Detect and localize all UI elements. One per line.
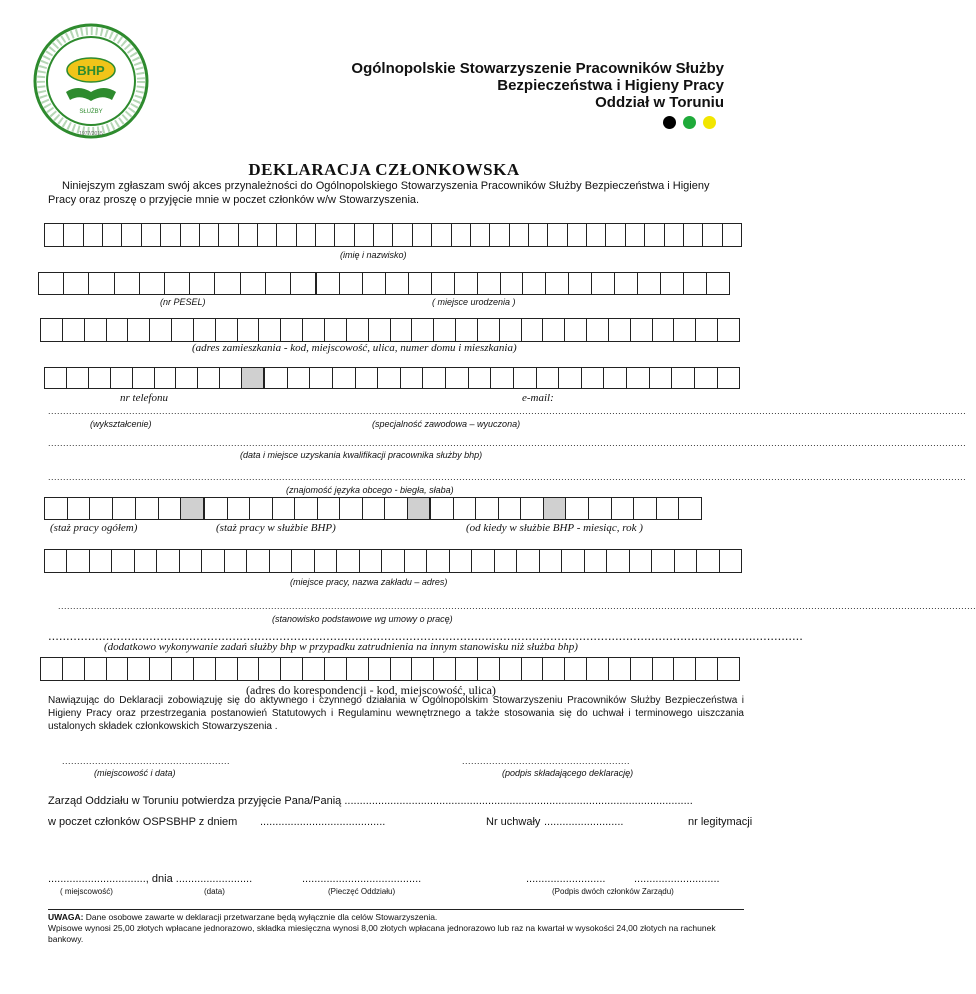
email-field[interactable] — [264, 367, 740, 389]
char-box[interactable] — [564, 658, 586, 680]
organization-name — [351, 60, 724, 111]
char-box[interactable] — [404, 550, 426, 572]
char-box[interactable] — [637, 273, 660, 294]
char-box[interactable] — [652, 319, 674, 341]
char-box[interactable] — [426, 550, 448, 572]
char-box[interactable] — [265, 368, 287, 388]
char-box[interactable] — [315, 224, 334, 246]
char-box[interactable] — [63, 273, 88, 294]
char-box[interactable] — [717, 658, 739, 680]
char-box[interactable] — [309, 368, 332, 388]
char-box[interactable] — [141, 224, 160, 246]
char-box[interactable] — [673, 319, 695, 341]
char-box[interactable] — [272, 498, 295, 519]
char-box[interactable] — [558, 368, 581, 388]
char-box[interactable] — [134, 550, 156, 572]
position-line[interactable]: .................................................................................................................................................................................................................................................................................................................. — [58, 601, 976, 611]
char-box[interactable] — [629, 550, 651, 572]
char-box[interactable] — [280, 658, 302, 680]
char-box[interactable] — [171, 658, 193, 680]
language-label: (znajomość języka obcego - biegła, słaba) — [286, 485, 454, 495]
pesel-label: (nr PESEL) — [160, 297, 206, 307]
workplace-field[interactable] — [44, 549, 742, 573]
char-box[interactable] — [678, 498, 701, 519]
svg-text:BHP: BHP — [77, 63, 105, 78]
char-box[interactable] — [339, 273, 362, 294]
char-box[interactable] — [346, 319, 368, 341]
char-box[interactable] — [706, 273, 729, 294]
char-box[interactable] — [633, 498, 656, 519]
char-box[interactable] — [433, 319, 455, 341]
char-box[interactable] — [224, 550, 246, 572]
char-box[interactable] — [89, 498, 112, 519]
char-box[interactable] — [411, 658, 433, 680]
total-experience-field[interactable] — [44, 497, 204, 520]
char-box[interactable] — [695, 658, 717, 680]
char-box[interactable] — [106, 658, 128, 680]
char-box[interactable] — [84, 319, 106, 341]
char-box[interactable] — [625, 224, 644, 246]
char-box[interactable] — [449, 550, 471, 572]
char-box[interactable] — [651, 550, 673, 572]
char-box[interactable] — [41, 319, 62, 341]
stamp-label: (Pieczęć Oddziału) — [328, 887, 396, 896]
char-box[interactable] — [41, 658, 62, 680]
place-date-line[interactable]: ........................................................ — [62, 756, 231, 766]
org-name-line2: Bezpieczeństwa i Higieny Pracy — [497, 77, 724, 94]
declaration-text: Nawiązując do Deklaracji zobowiązuję się do aktywnego i czynnego działania w Ogólnopolskim Stowarzyszeniu Pracowników Służby Bezpieczeństwa i Higieny Pracy oraz przestrzegania postanowień Statutowych i Regulaminu wewnętrznego a także stosowania się do uchwał i terminowego uiszczania ustalonych składek członkowskich Stowarzyszenia . — [48, 695, 744, 732]
char-box[interactable] — [381, 550, 403, 572]
char-box[interactable] — [180, 498, 203, 519]
char-box[interactable] — [215, 658, 237, 680]
place-date-label: (miejscowość i data) — [94, 768, 176, 778]
char-box[interactable] — [722, 224, 741, 246]
char-box[interactable] — [445, 368, 468, 388]
char-box[interactable] — [477, 658, 499, 680]
char-box[interactable] — [586, 319, 608, 341]
char-box[interactable] — [412, 224, 431, 246]
char-box[interactable] — [431, 498, 453, 519]
char-box[interactable] — [106, 319, 128, 341]
char-box[interactable] — [520, 498, 543, 519]
char-box[interactable] — [683, 224, 702, 246]
char-box[interactable] — [644, 224, 663, 246]
char-box[interactable] — [683, 273, 706, 294]
char-box[interactable] — [45, 224, 63, 246]
org-name-line1: Ogólnopolskie Stowarzyszenie Pracowników Służby — [351, 60, 724, 77]
char-box[interactable] — [287, 368, 310, 388]
char-box[interactable] — [156, 550, 178, 572]
char-box[interactable] — [702, 224, 721, 246]
char-box[interactable] — [671, 368, 694, 388]
char-box[interactable] — [431, 224, 450, 246]
stamp-line[interactable]: ....................................... — [302, 873, 422, 885]
char-box[interactable] — [193, 658, 215, 680]
char-box[interactable] — [568, 273, 591, 294]
char-box[interactable] — [127, 658, 149, 680]
char-box[interactable] — [179, 550, 201, 572]
char-box[interactable] — [408, 273, 431, 294]
bhp-since-label: (od kiedy w służbie BHP - miesiąc, rok ) — [466, 522, 643, 534]
membership-date-text: w poczet członków OSPSBHP z dniem — [48, 816, 238, 828]
char-box[interactable] — [355, 368, 378, 388]
char-box[interactable] — [241, 368, 263, 388]
char-box[interactable] — [664, 224, 683, 246]
char-box[interactable] — [471, 550, 493, 572]
char-box[interactable] — [431, 273, 454, 294]
char-box[interactable] — [606, 550, 628, 572]
svg-text:SŁUŻBY: SŁUŻBY — [79, 109, 103, 115]
char-box[interactable] — [362, 273, 385, 294]
char-box[interactable] — [257, 224, 276, 246]
char-box[interactable] — [588, 498, 611, 519]
char-box[interactable] — [694, 368, 717, 388]
additional-duties-line[interactable]: ................................................................................................................................................................................................................. — [48, 628, 803, 643]
char-box[interactable] — [565, 498, 588, 519]
char-box[interactable] — [332, 368, 355, 388]
char-box[interactable] — [197, 368, 219, 388]
char-box[interactable] — [586, 658, 608, 680]
char-box[interactable] — [522, 273, 545, 294]
board-confirmation: Zarząd Oddziału w Toruniu potwierdza przyjęcie Pana/Panią .................................................................................................................. — [48, 795, 693, 807]
note — [48, 909, 744, 945]
char-box[interactable] — [717, 319, 739, 341]
char-box[interactable] — [516, 550, 538, 572]
char-box[interactable] — [39, 273, 63, 294]
char-box[interactable] — [455, 319, 477, 341]
char-box[interactable] — [171, 319, 193, 341]
char-box[interactable] — [83, 224, 102, 246]
qualification-label: (data i miejsce uzyskania kwalifikacji pracownika służby bhp) — [240, 450, 483, 460]
char-box[interactable] — [334, 224, 353, 246]
char-box[interactable] — [608, 658, 630, 680]
char-box[interactable] — [189, 273, 214, 294]
position-label: (stanowisko podstawowe wg umowy o pracę) — [272, 614, 453, 624]
char-box[interactable] — [205, 498, 227, 519]
char-box[interactable] — [45, 550, 66, 572]
char-box[interactable] — [249, 498, 272, 519]
correspondence-label: (adres do korespondencji - kod, miejscowość, ulica) — [246, 683, 496, 697]
address-label: (adres zamieszkania - kod, miejscowość, ulica, numer domu i mieszkania) — [192, 342, 517, 354]
qualification-line[interactable]: .................................................................................................................................................................................................................................................................................................................. — [48, 438, 967, 448]
char-box[interactable] — [317, 498, 340, 519]
char-box[interactable] — [717, 368, 740, 388]
char-box[interactable] — [567, 224, 586, 246]
char-box[interactable] — [455, 658, 477, 680]
char-box[interactable] — [45, 498, 67, 519]
char-box[interactable] — [494, 550, 516, 572]
char-box[interactable] — [269, 550, 291, 572]
black-dot-icon — [663, 116, 676, 129]
char-box[interactable] — [294, 498, 317, 519]
char-box[interactable] — [215, 319, 237, 341]
char-box[interactable] — [477, 319, 499, 341]
char-box[interactable] — [265, 273, 290, 294]
char-box[interactable] — [564, 319, 586, 341]
char-box[interactable] — [660, 273, 683, 294]
char-box[interactable] — [561, 550, 583, 572]
workplace-label: (miejsce pracy, nazwa zakładu – adres) — [290, 577, 448, 587]
char-box[interactable] — [89, 550, 111, 572]
char-box[interactable] — [63, 224, 82, 246]
char-box[interactable] — [237, 319, 259, 341]
phone-field[interactable] — [44, 367, 264, 389]
char-box[interactable] — [542, 319, 564, 341]
additional-duties-label: (dodatkowo wykonywanie zadań służby bhp w przypadku zatrudnienia na innym stanowisku niż służba bhp) — [104, 641, 578, 653]
date-label: (data) — [204, 887, 225, 896]
char-box[interactable] — [219, 368, 241, 388]
char-box[interactable] — [201, 550, 223, 572]
char-box[interactable] — [302, 319, 324, 341]
char-box[interactable] — [509, 224, 528, 246]
char-box[interactable] — [390, 319, 412, 341]
char-box[interactable] — [164, 273, 189, 294]
char-box[interactable] — [407, 498, 430, 519]
char-box[interactable] — [290, 273, 315, 294]
char-box[interactable] — [276, 224, 295, 246]
char-box[interactable] — [605, 224, 624, 246]
birthplace-label: ( miejsce urodzenia ) — [432, 297, 516, 307]
char-box[interactable] — [66, 368, 88, 388]
char-box[interactable] — [521, 319, 543, 341]
char-box[interactable] — [324, 319, 346, 341]
char-box[interactable] — [630, 658, 652, 680]
resolution-number-text: Nr uchwały — [486, 816, 541, 828]
char-box[interactable] — [422, 368, 445, 388]
char-box[interactable] — [368, 658, 390, 680]
char-box[interactable] — [154, 368, 176, 388]
char-box[interactable] — [543, 498, 566, 519]
char-box[interactable] — [500, 273, 523, 294]
char-box[interactable] — [110, 368, 132, 388]
char-box[interactable] — [62, 319, 84, 341]
char-box[interactable] — [528, 224, 547, 246]
org-name-line3: Oddział w Toruniu — [595, 94, 724, 111]
id-card-text: nr legitymacji — [688, 816, 753, 828]
char-box[interactable] — [67, 498, 90, 519]
char-box[interactable] — [674, 550, 696, 572]
char-box[interactable] — [385, 273, 408, 294]
char-box[interactable] — [603, 368, 626, 388]
char-box[interactable] — [258, 319, 280, 341]
char-box[interactable] — [584, 550, 606, 572]
char-box[interactable] — [238, 224, 257, 246]
total-experience-label: (staż pracy ogółem) — [50, 522, 138, 534]
place-label: ( miejscowość) — [60, 887, 113, 896]
char-box[interactable] — [513, 368, 536, 388]
char-box[interactable] — [127, 319, 149, 341]
form-title: DEKLARACJA CZŁONKOWSKA — [248, 160, 520, 179]
char-box[interactable] — [362, 498, 385, 519]
yellow-dot-icon — [703, 116, 716, 129]
char-box[interactable] — [121, 224, 140, 246]
char-box[interactable] — [384, 498, 407, 519]
char-box[interactable] — [139, 273, 164, 294]
note-line1: Dane osobowe zawarte w deklaracji przetwarzane będą wyłącznie dla celów Stowarzyszenia. — [83, 912, 438, 922]
char-box[interactable] — [611, 498, 634, 519]
char-box[interactable] — [696, 550, 718, 572]
bhp-since-field[interactable] — [430, 497, 702, 520]
char-box[interactable] — [400, 368, 423, 388]
correspondence-address-field[interactable] — [40, 657, 740, 681]
pesel-field[interactable] — [38, 272, 316, 295]
char-box[interactable] — [114, 273, 139, 294]
char-box[interactable] — [673, 658, 695, 680]
char-box[interactable] — [586, 224, 605, 246]
char-box[interactable] — [521, 658, 543, 680]
char-box[interactable] — [626, 368, 649, 388]
education-line[interactable]: .................................................................................................................................................................................................................................................................................................................. — [48, 406, 967, 416]
char-box[interactable] — [149, 658, 171, 680]
char-box[interactable] — [390, 658, 412, 680]
phone-label: nr telefonu — [120, 392, 168, 404]
char-box[interactable] — [339, 498, 362, 519]
char-box[interactable] — [102, 224, 121, 246]
bhp-experience-label: (staż pracy w służbie BHP) — [216, 522, 336, 534]
char-box[interactable] — [649, 368, 672, 388]
char-box[interactable] — [377, 368, 400, 388]
language-line[interactable]: .................................................................................................................................................................................................................................................................................................................. — [48, 472, 967, 482]
char-box[interactable] — [158, 498, 181, 519]
char-box[interactable] — [149, 319, 171, 341]
char-box[interactable] — [180, 224, 199, 246]
char-box[interactable] — [175, 368, 197, 388]
char-box[interactable] — [227, 498, 250, 519]
char-box[interactable] — [346, 658, 368, 680]
char-box[interactable] — [84, 658, 106, 680]
char-box[interactable] — [214, 273, 239, 294]
char-box[interactable] — [240, 273, 265, 294]
char-box[interactable] — [132, 368, 154, 388]
membership-date-line[interactable]: ......................................... — [260, 816, 386, 828]
char-box[interactable] — [291, 550, 313, 572]
char-box[interactable] — [218, 224, 237, 246]
char-box[interactable] — [630, 319, 652, 341]
char-box[interactable] — [475, 498, 498, 519]
char-box[interactable] — [451, 224, 470, 246]
char-box[interactable] — [470, 224, 489, 246]
signature-line[interactable]: ........................................................ — [462, 756, 631, 766]
char-box[interactable] — [302, 658, 324, 680]
char-box[interactable] — [542, 658, 564, 680]
specialty-label: (specjalność zawodowa – wyuczona) — [372, 419, 521, 429]
char-box[interactable] — [498, 498, 521, 519]
char-box[interactable] — [392, 224, 411, 246]
char-box[interactable] — [88, 273, 113, 294]
char-box[interactable] — [324, 658, 346, 680]
char-box[interactable] — [468, 368, 491, 388]
note-heading: UWAGA: — [48, 912, 84, 922]
char-box[interactable] — [454, 273, 477, 294]
green-dot-icon — [683, 116, 696, 129]
char-box[interactable] — [314, 550, 336, 572]
char-box[interactable] — [160, 224, 179, 246]
birthplace-field[interactable] — [316, 272, 730, 295]
char-box[interactable] — [591, 273, 614, 294]
signature-label: (podpis składającego deklarację) — [502, 768, 634, 778]
char-box[interactable] — [111, 550, 133, 572]
char-box[interactable] — [112, 498, 135, 519]
char-box[interactable] — [489, 224, 508, 246]
char-box[interactable] — [373, 224, 392, 246]
char-box[interactable] — [695, 319, 717, 341]
char-box[interactable] — [336, 550, 358, 572]
char-box[interactable] — [719, 550, 741, 572]
char-box[interactable] — [614, 273, 637, 294]
board-signature-label: (Podpis dwóch członków Zarządu) — [552, 887, 674, 896]
char-box[interactable] — [280, 319, 302, 341]
char-box[interactable] — [66, 550, 88, 572]
char-box[interactable] — [608, 319, 630, 341]
char-box[interactable] — [246, 550, 268, 572]
char-box[interactable] — [499, 319, 521, 341]
address-field[interactable] — [40, 318, 740, 342]
char-box[interactable] — [199, 224, 218, 246]
char-box[interactable] — [453, 498, 476, 519]
char-box[interactable] — [237, 658, 259, 680]
note-line2: Wpisowe wynosi 25,00 złotych wpłacane jednorazowo, składka miesięczna wynosi 8,00 złotych wpłacana jednorazowo lub raz na kwartał w wysokości 24,00 złotych na rachunek bankowy. — [48, 923, 716, 944]
char-box[interactable] — [656, 498, 679, 519]
char-box[interactable] — [536, 368, 559, 388]
char-box[interactable] — [258, 658, 280, 680]
char-box[interactable] — [296, 224, 315, 246]
char-box[interactable] — [499, 658, 521, 680]
char-box[interactable] — [354, 224, 373, 246]
svg-text:1977/2015: 1977/2015 — [79, 131, 103, 137]
char-box[interactable] — [490, 368, 513, 388]
char-box[interactable] — [317, 273, 339, 294]
char-box[interactable] — [193, 319, 215, 341]
board-sign-line-2[interactable]: ............................ — [634, 873, 720, 885]
char-box[interactable] — [477, 273, 500, 294]
char-box[interactable] — [545, 273, 568, 294]
char-box[interactable] — [135, 498, 158, 519]
char-box[interactable] — [539, 550, 561, 572]
char-box[interactable] — [368, 319, 390, 341]
place-date-sign-line[interactable]: ................................, dnia ......................... — [48, 873, 253, 885]
char-box[interactable] — [581, 368, 604, 388]
education-label: (wykształcenie) — [90, 419, 152, 429]
organization-logo — [32, 22, 150, 140]
bhp-experience-field[interactable] — [204, 497, 430, 520]
char-box[interactable] — [547, 224, 566, 246]
char-box[interactable] — [359, 550, 381, 572]
char-box[interactable] — [652, 658, 674, 680]
char-box[interactable] — [411, 319, 433, 341]
email-label: e-mail: — [522, 392, 554, 404]
char-box[interactable] — [88, 368, 110, 388]
board-sign-line-1[interactable]: .......................... — [526, 873, 606, 885]
char-box[interactable] — [62, 658, 84, 680]
resolution-number-line[interactable]: .......................... — [544, 816, 624, 828]
name-label: (imię i nazwisko) — [340, 250, 407, 260]
char-box[interactable] — [45, 368, 66, 388]
char-box[interactable] — [433, 658, 455, 680]
form-intro: Niniejszym zgłaszam swój akces przynależności do Ogólnopolskiego Stowarzyszenia Pracowników Służby Bezpieczeństwa i Higieny Pracy oraz proszę o przyjęcie mnie w poczet członków w/w Stowarzyszenia. — [48, 180, 710, 206]
name-field[interactable] — [44, 223, 742, 247]
